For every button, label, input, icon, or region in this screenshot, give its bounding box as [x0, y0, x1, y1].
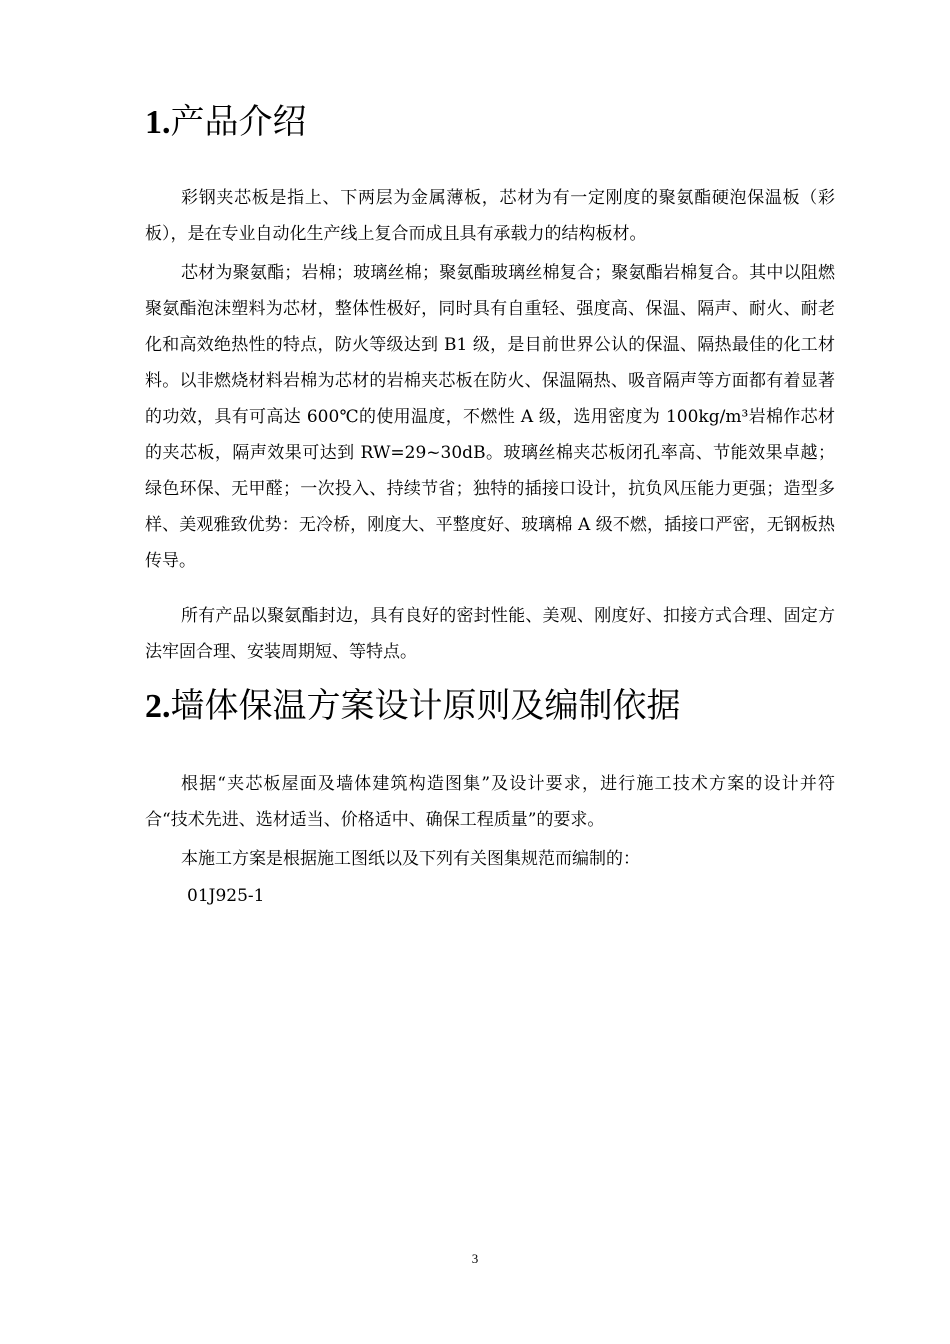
section-2-number: 2. [145, 688, 171, 725]
standard-code: 01J925-1 [187, 886, 265, 906]
section-1-paragraph-1: 彩钢夹芯板是指上、下两层为金属薄板，芯材为有一定刚度的聚氨酯硬泡保温板（彩板），是在专业自动化生产线上复合而成且具有承载力的结构板材。 [145, 188, 835, 244]
section-2-heading [145, 686, 681, 727]
section-1-number: 1. [145, 104, 171, 141]
section-1-paragraph-3: 所有产品以聚氨酯封边，具有良好的密封性能、美观、刚度好、扣接方式合理、固定方法牢固合理、安装周期短、等特点。 [145, 606, 835, 662]
section-1-title: 产品介绍 [170, 102, 307, 142]
section-1-paragraph-2: 芯材为聚氨酯；岩棉；玻璃丝棉；聚氨酯玻璃丝棉复合；聚氨酯岩棉复合。其中以阻燃聚氨酯泡沫塑料为芯材，整体性极好，同时具有自重轻、强度高、保温、隔声、耐火、耐老化和高效绝热性的特点，防火等级达到 B1 级，是目前世界公认的保温、隔热最佳的化工材料。以非燃烧材料岩棉为芯材的岩棉夹芯板在防火、保温隔热、吸音隔声等方面都有着显著的功效，具有可高达 600℃的使用温度，不燃性 A 级，选用密度为 100kg/m³岩棉作芯材的夹芯板，隔声效果可达到 RW=29~30dB。玻璃丝棉夹芯板闭孔率高、节能效果卓越；绿色环保、无甲醛；一次投入、持续节省；独特的插接口设计，抗负风压能力更强；造型多样、美观雅致优势：无冷桥，刚度大、平整度好、玻璃棉 A 级不燃，插接口严密，无钢板热传导。 [145, 263, 835, 571]
section-1-heading [145, 102, 307, 143]
section-2-paragraph-2: 本施工方案是根据施工图纸以及下列有关图集规范而编制的： [181, 849, 640, 869]
section-2-title: 墙体保温方案设计原则及编制依据 [170, 686, 681, 726]
page-number: 3 [471, 1251, 479, 1266]
section-2-paragraph-1: 根据“夹芯板屋面及墙体建筑构造图集”及设计要求，进行施工技术方案的设计并符合“技术先进、选材适当、价格适中、确保工程质量”的要求。 [145, 774, 835, 830]
